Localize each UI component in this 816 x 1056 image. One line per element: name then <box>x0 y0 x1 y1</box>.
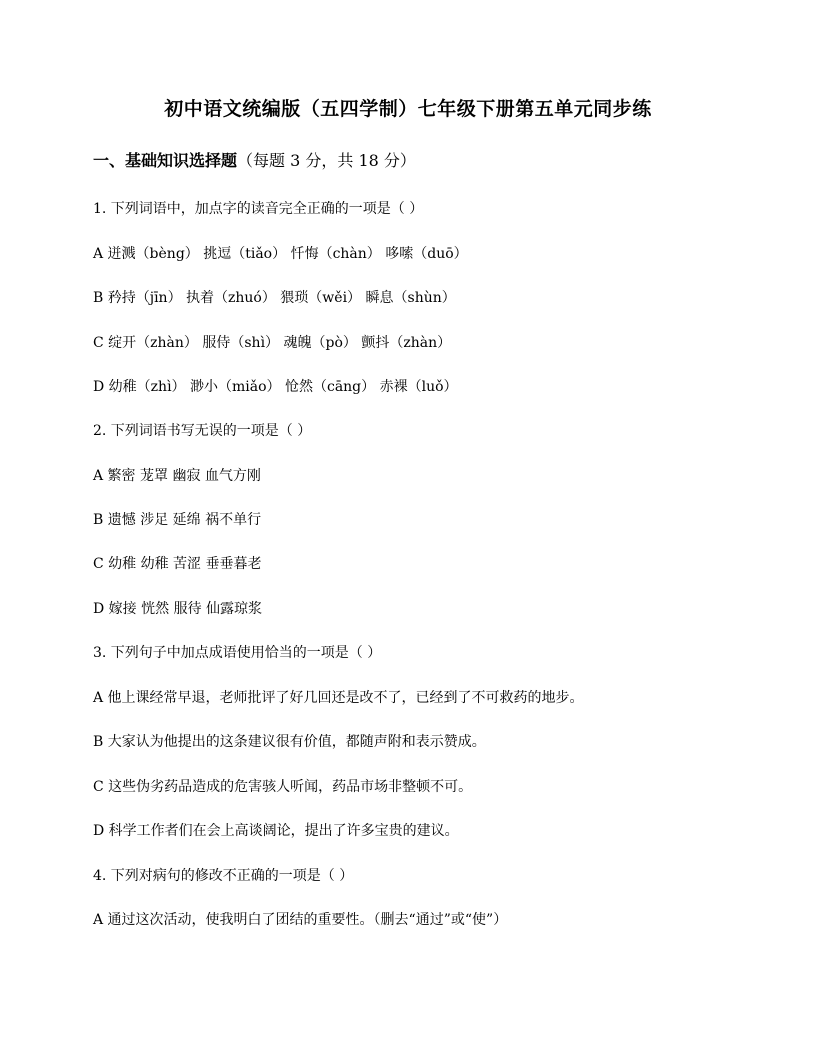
option-a: A 通过这次活动，使我明白了团结的重要性。（删去“通过”或“使”） <box>93 912 508 928</box>
option-b: B 矜持（jīn） 执着（zhuó） 猥琐（wěi） 瞬息（shùn） <box>93 290 456 306</box>
option-c: C 这些伪劣药品造成的危害骇人听闻，药品市场非整顿不可。 <box>93 779 473 795</box>
option-d: D 科学工作者们在会上高谈阔论，提出了许多宝贵的建议。 <box>93 823 459 839</box>
option-a: A 他上课经常早退，老师批评了好几回还是改不了，已经到了不可救药的地步。 <box>93 690 584 706</box>
option-c: C 幼稚 幼稚 苦涩 垂垂暮老 <box>93 556 262 572</box>
question-stem: 3. 下列句子中加点成语使用恰当的一项是（ ） <box>93 645 382 661</box>
question-stem: 1. 下列词语中，加点字的读音完全正确的一项是（ ） <box>93 201 424 217</box>
option-b: B 遗憾 涉足 延绵 祸不单行 <box>93 512 262 528</box>
option-a: A 繁密 茏罩 幽寂 血气方刚 <box>93 468 261 484</box>
document-title: 初中语文统编版（五四学制）七年级下册第五单元同步练 <box>164 98 652 120</box>
option-d: D 嫁接 恍然 服待 仙露琼浆 <box>93 601 263 617</box>
section-title: 一、基础知识选择题 <box>93 151 238 170</box>
option-a: A 迸溅（bèng） 挑逗（tiǎo） 忏悔（chàn） 哆嗦（duō） <box>93 246 468 262</box>
section-score-note: （每题 3 分，共 18 分） <box>237 151 416 170</box>
option-b: B 大家认为他提出的这条建议很有价值，都随声附和表示赞成。 <box>93 734 486 750</box>
option-d: D 幼稚（zhì） 渺小（miǎo） 怆然（cāng） 赤裸（luǒ） <box>93 379 458 395</box>
option-c: C 绽开（zhàn） 服侍（shì） 魂魄（pò） 颤抖（zhàn） <box>93 335 452 351</box>
section-heading <box>93 150 416 172</box>
question-stem: 4. 下列对病句的修改不正确的一项是（ ） <box>93 868 354 884</box>
question-stem: 2. 下列词语书写无误的一项是（ ） <box>93 423 312 439</box>
